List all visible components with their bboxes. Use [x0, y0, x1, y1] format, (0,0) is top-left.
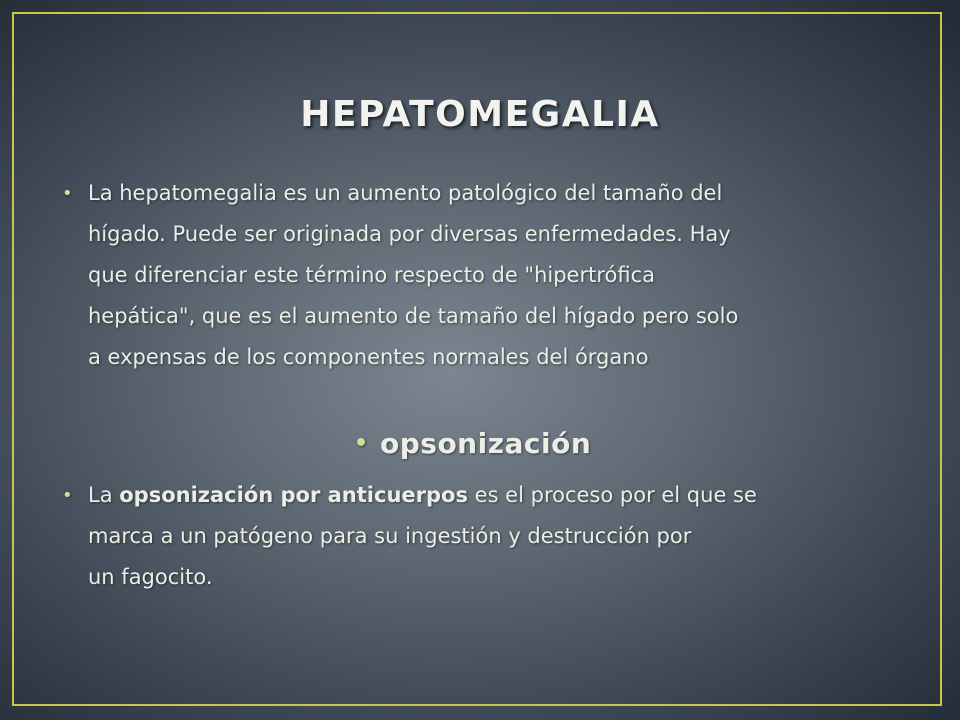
paragraph-line: marca a un patógeno para su ingestión y destrucción por	[88, 524, 692, 548]
bullet-dot-icon: •	[62, 183, 73, 204]
slide-title: HEPATOMEGALIA	[300, 94, 660, 135]
paragraph-line: a expensas de los componentes normales del órgano	[88, 345, 649, 369]
paragraph-line: hepática", que es el aumento de tamaño del hígado pero solo	[88, 304, 739, 328]
paragraph-line: es el proceso por el que se	[467, 483, 757, 507]
bullet-opsonizacion-heading	[354, 422, 592, 466]
section-heading: opsonización	[380, 427, 592, 460]
bullet-dot-icon: •	[354, 431, 369, 456]
paragraph-line: La hepatomegalia es un aumento patológico del tamaño del	[88, 181, 723, 205]
paragraph-line: que diferenciar este término respecto de "hipertrófica	[88, 263, 655, 287]
bold-term: opsonización por anticuerpos	[119, 483, 468, 507]
paragraph-line: un fagocito.	[88, 565, 213, 589]
bullet-dot-icon: •	[62, 485, 73, 506]
paragraph-prefix: La	[88, 483, 120, 507]
paragraph-line: hígado. Puede ser originada por diversas enfermedades. Hay	[88, 222, 731, 246]
bullet-opsonizacion-definition	[62, 475, 888, 598]
bullet-hepatomegalia-definition	[62, 173, 878, 378]
